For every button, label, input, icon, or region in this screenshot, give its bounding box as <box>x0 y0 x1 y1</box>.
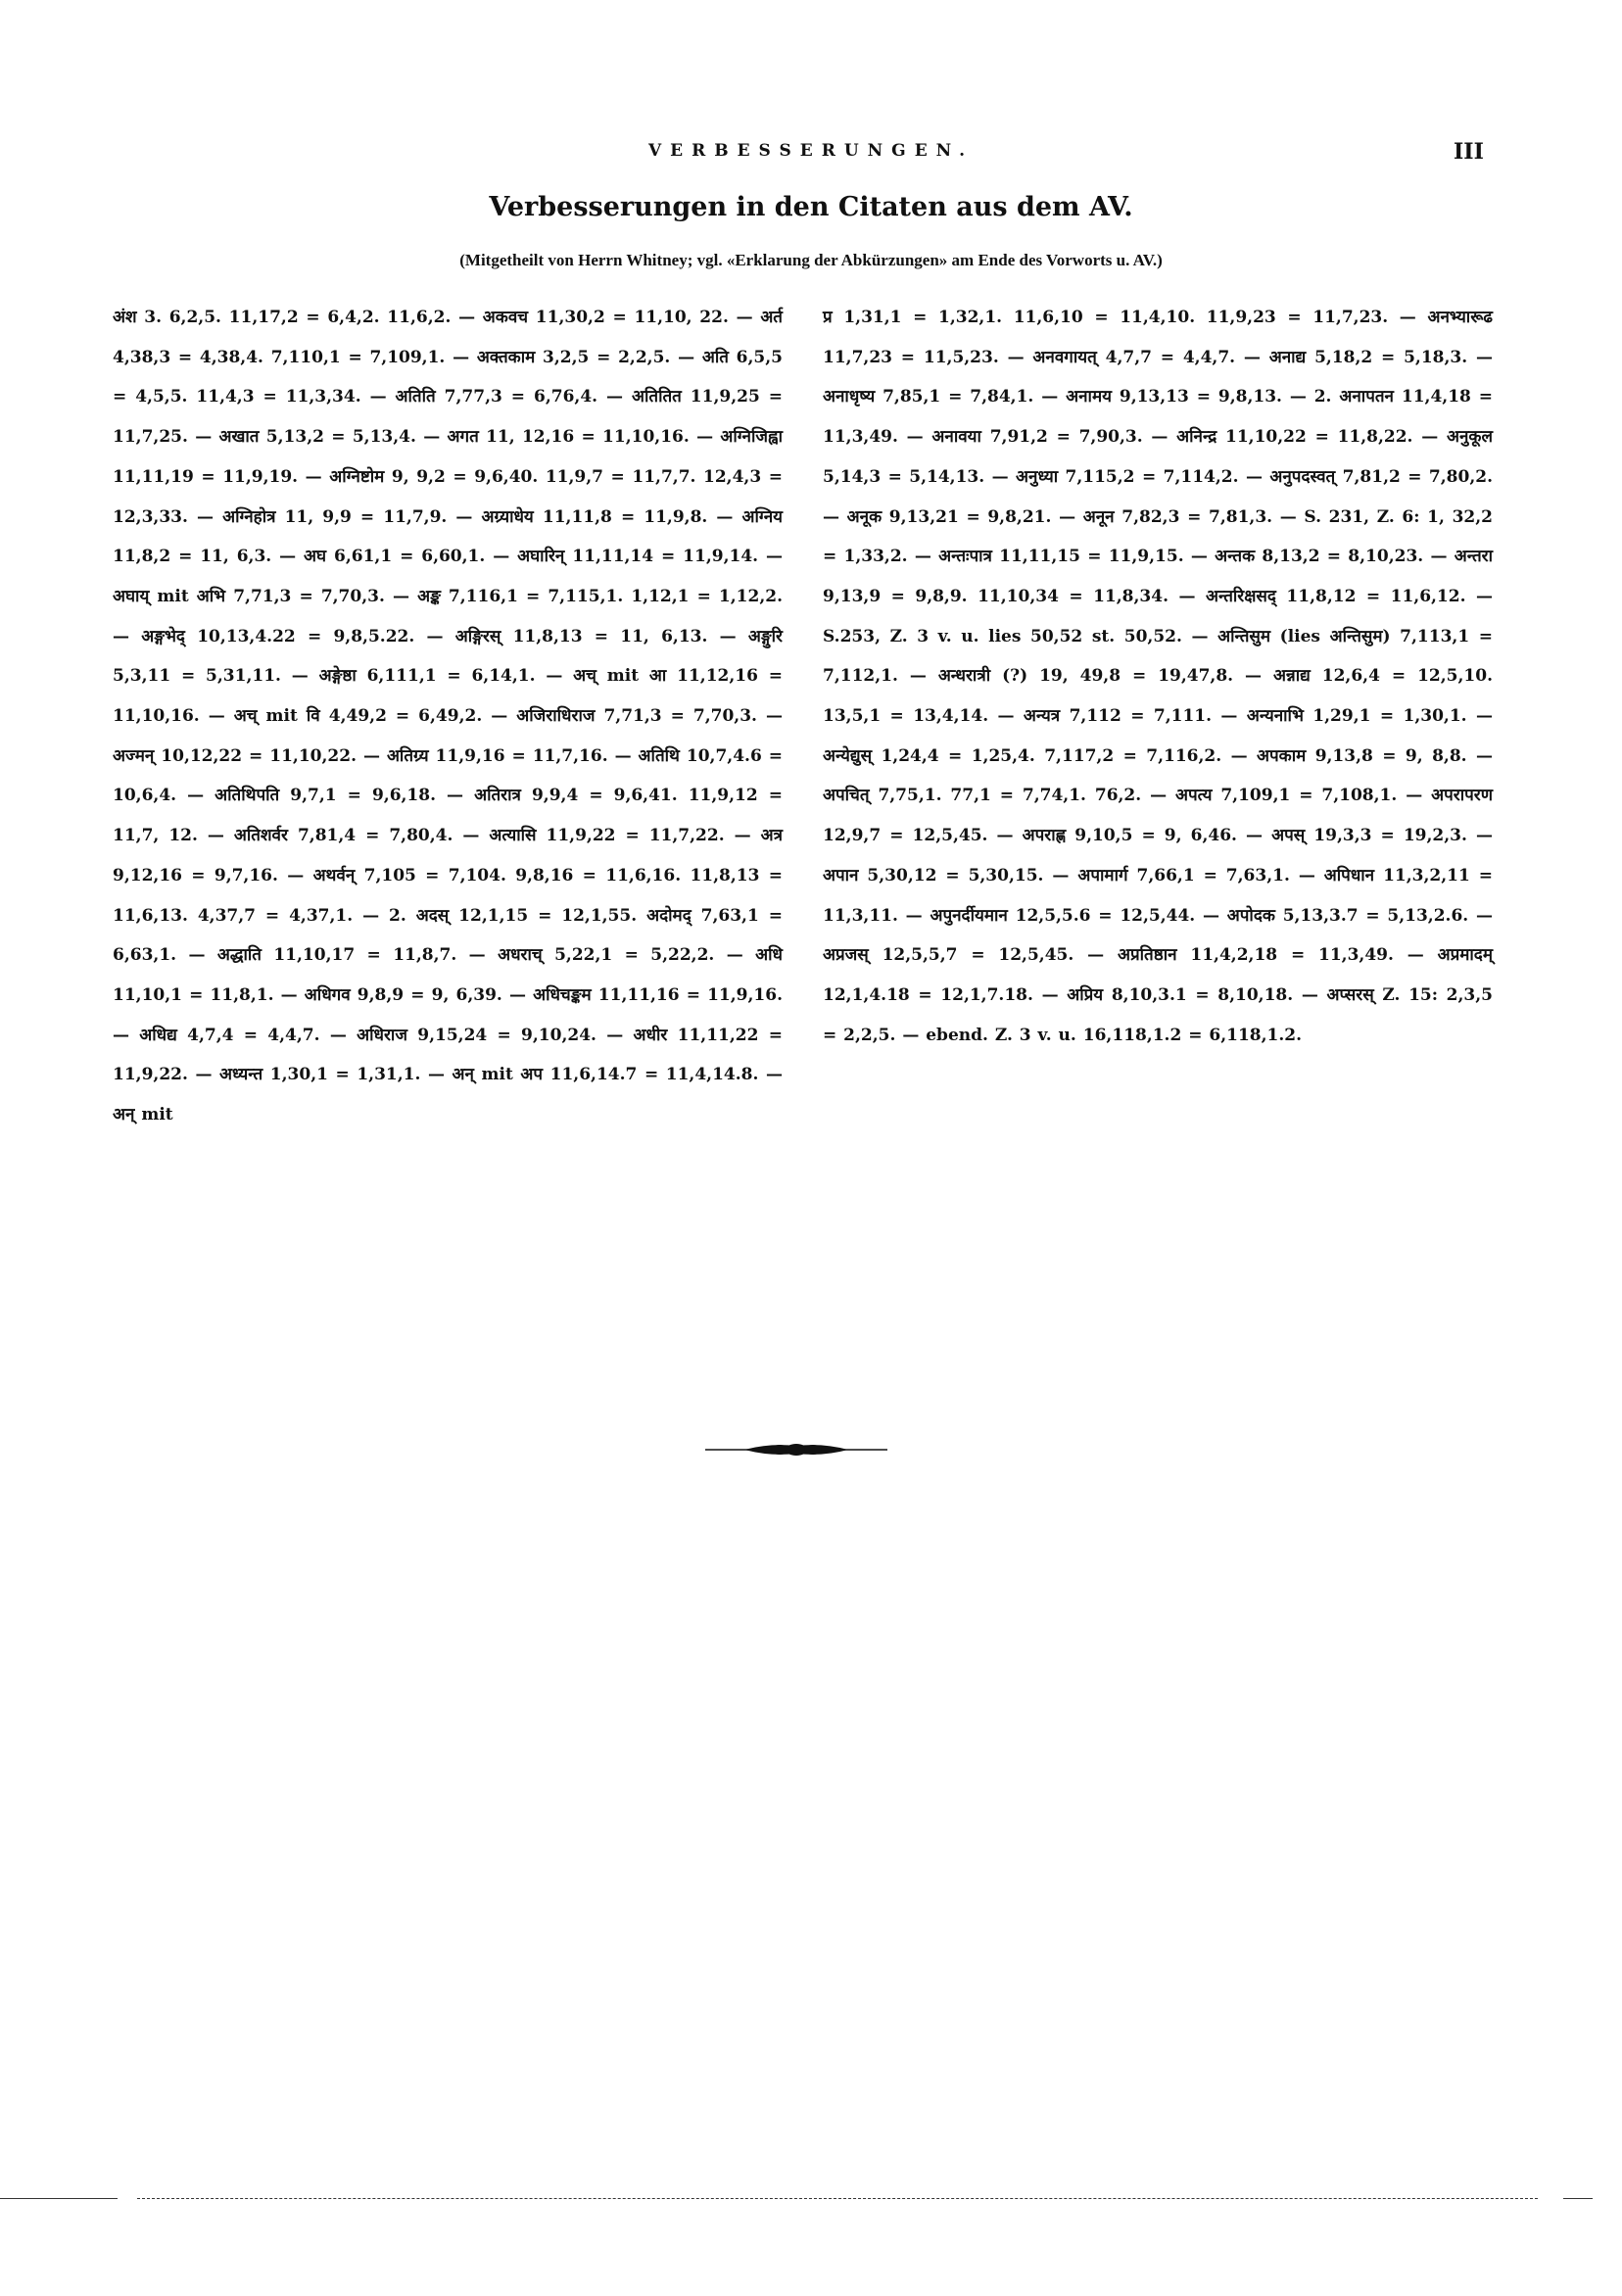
page-title: Verbesserungen in den Citaten aus dem AV. <box>489 192 1133 222</box>
bottom-rule-left <box>0 2198 118 2199</box>
bottom-rule-right <box>1563 2198 1593 2199</box>
page-subtitle: (Mitgetheilt von Herrn Whitney; vgl. «Erklarung der Abkürzungen» am Ende des Vorworts u. AV.) <box>459 251 1163 269</box>
ornament-divider-icon <box>705 1440 887 1459</box>
page-number: III <box>1454 139 1484 165</box>
bottom-rule-main <box>137 2198 1538 2199</box>
running-head: VERBESSERUNGEN. <box>647 141 975 161</box>
right-column-text: प्र 1,31,1 = 1,32,1. 11,6,10 = 11,4,10. 11,9,23 = 11,7,23. — अनभ्यारूढ 11,7,23 = 11,5,23. — अनवगायत् 4,7,7 = 4,4,7. — अनाद्य 5,18,2 = 5,18,3. — अनाधृष्य 7,85,1 = 7,84,1. — अनामय 9,13,13 = 9,8,13. — 2. अनापतन 11,4,18 = 11,3,49. — अनावया 7,91,2 = 7,90,3. — अनिन्द्र 11,10,22 = 11,8,22. — अनुकूल 5,14,3 = 5,14,13. — अनुध्या 7,115,2 = 7,114,2. — अनुपदस्वत् 7,81,2 = 7,80,2. — अनूक 9,13,21 = 9,8,21. — अनून 7,82,3 = 7,81,3. — S. 231, Z. 6: 1, 32,2 = 1,33,2. — अन्तःपात्र 11,11,15 = 11,9,15. — अन्तक 8,13,2 = 8,10,23. — अन्तरा 9,13,9 = 9,8,9. 11,10,34 = 11,8,34. — अन्तरिक्षसद् 11,8,12 = 11,6,12. — S.253, Z. 3 v. u. lies 50,52 st. 50,52. — अन्तिसुम (lies अन्तिसुम) 7,113,1 = 7,112,1. — अन्धरात्री (?) 19, 49,8 = 19,47,8. — अन्नाद्य 12,6,4 = 12,5,10. 13,5,1 = 13,4,14. — अन्यत्र 7,112 = 7,111. — अन्यनाभि 1,29,1 = 1,30,1. — अन्येद्युस् 1,24,4 = 1,25,4. 7,117,2 = 7,116,2. — अपकाम 9,13,8 = 9, 8,8. — अपचित् 7,75,1. 77,1 = 7,74,1. 76,2. — अपत्य 7,109,1 = 7,108,1. — अपरापरण 12,9,7 = 12,5,45. — अपराह्ण 9,10,5 = 9, 6,46. — अपस् 19,3,3 = 19,2,3. — अपान 5,30,12 = 5,30,15. — अपामार्ग 7,66,1 = 7,63,1. — अपिधान 11,3,2,11 = 11,3,11. — अपुनर्दीयमान 12,5,5.6 = 12,5,44. — अपोदक 5,13,3.7 = 5,13,2.6. — अप्रजस् 12,5,5,7 = 12,5,45. — अप्रतिष्ठान 11,4,2,18 = 11,3,49. — अप्रमादम् 12,1,4.18 = 12,1,7.18. — अप्रिय 8,10,3.1 = 8,10,18. — अप्सरस् Z. 15: 2,3,5 = 2,2,5. — ebend. Z. 3 v. u. 16,118,1.2 = 6,118,1.2. <box>823 308 1493 1045</box>
left-column-text: अंश 3. 6,2,5. 11,17,2 = 6,4,2. 11,6,2. — अकवच 11,30,2 = 11,10, 22. — अर्त 4,38,3 = 4,38,4. 7,110,1 = 7,109,1. — अक्तकाम 3,2,5 = 2,2,5. — अति 6,5,5 = 4,5,5. 11,4,3 = 11,3,34. — अतिति 7,77,3 = 6,76,4. — अतितित 11,9,25 = 11,7,25. — अखात 5,13,2 = 5,13,4. — अगत 11, 12,16 = 11,10,16. — अग्निजिह्वा 11,11,19 = 11,9,19. — अग्निष्टोम 9, 9,2 = 9,6,40. 11,9,7 = 11,7,7. 12,4,3 = 12,3,33. — अग्निहोत्र 11, 9,9 = 11,7,9. — अग्र्याधेय 11,11,8 = 11,9,8. — अग्निय 11,8,2 = 11, 6,3. — अघ 6,61,1 = 6,60,1. — अघारिन् 11,11,14 = 11,9,14. — अघाय् mit अभि 7,71,3 = 7,70,3. — अङ्क 7,116,1 = 7,115,1. 1,12,1 = 1,12,2. — अङ्गभेद् 10,13,4.22 = 9,8,5.22. — अङ्गिरस् 11,8,13 = 11, 6,13. — अङ्गुरि 5,3,11 = 5,31,11. — अङ्गेष्ठा 6,111,1 = 6,14,1. — अच् mit आ 11,12,16 = 11,10,16. — अच् mit वि 4,49,2 = 6,49,2. — अजिराधिराज 7,71,3 = 7,70,3. — अज्मन् 10,12,22 = 11,10,22. — अतिग्र्य 11,9,16 = 11,7,16. — अतिथि 10,7,4.6 = 10,6,4. — अतिथिपति 9,7,1 = 9,6,18. — अतिरात्र 9,9,4 = 9,6,41. 11,9,12 = 11,7, 12. — अतिशर्वर 7,81,4 = 7,80,4. — अत्यासि 11,9,22 = 11,7,22. — अत्र 9,12,16 = 9,7,16. — अथर्वन् 7,105 = 7,104. 9,8,16 = 11,6,16. 11,8,13 = 11,6,13. 4,37,7 = 4,37,1. — 2. अदस् 12,1,15 = 12,1,55. अदोमद् 7,63,1 = 6,63,1. — अद्धाति 11,10,17 = 11,8,7. — अधराच् 5,22,1 = 5,22,2. — अधि 11,10,1 = 11,8,1. — अधिगव 9,8,9 = 9, 6,39. — अधिचङ्कम 11,11,16 = 11,9,16. — अधिद्य 4,7,4 = 4,4,7. — अधिराज 9,15,24 = 9,10,24. — अधीर 11,11,22 = 11,9,22. — अध्यन्त 1,30,1 = 1,31,1. — अन् mit अप 11,6,14.7 = 11,4,14.8. — अन् mit <box>113 308 783 1125</box>
